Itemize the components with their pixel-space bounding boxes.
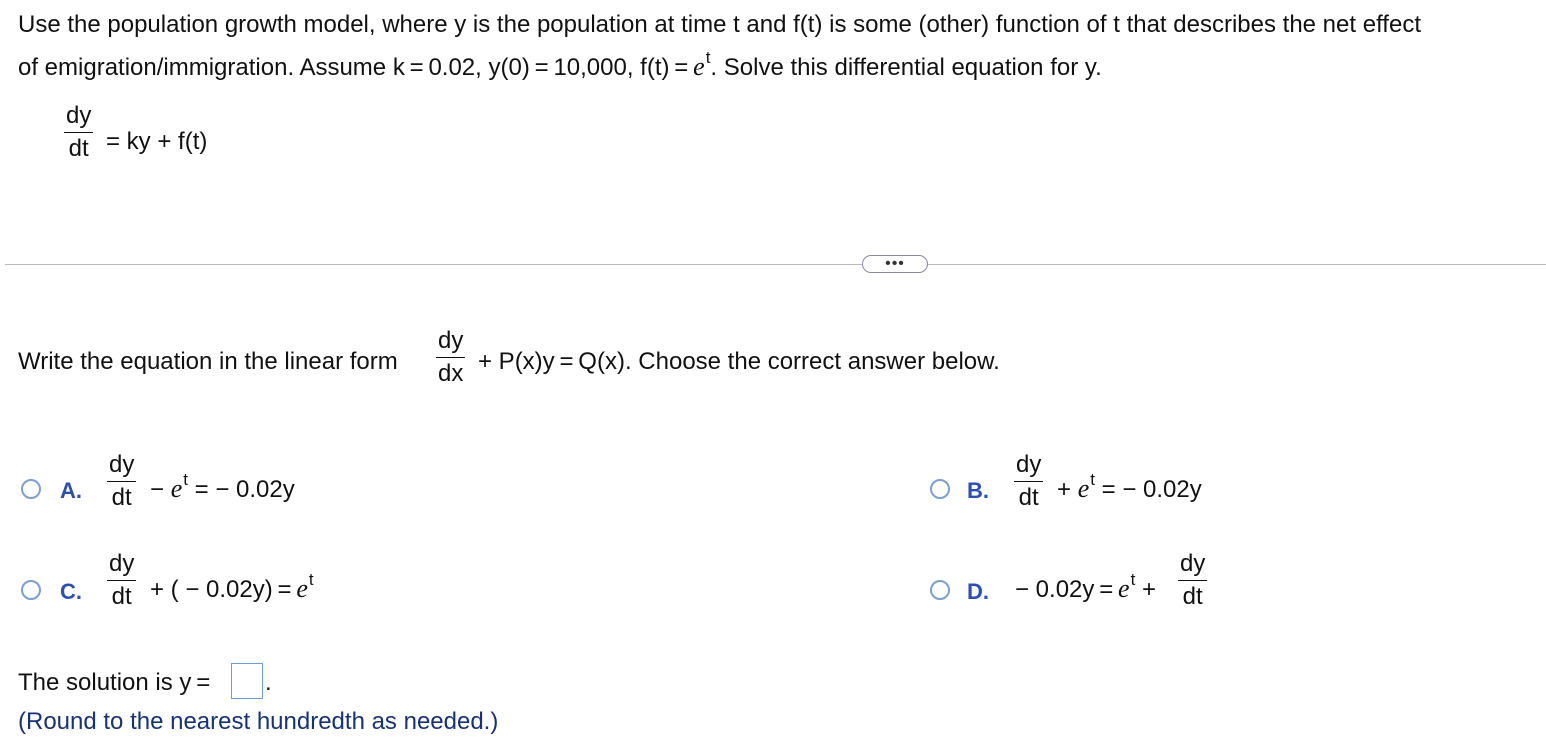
option-b-letter[interactable]: B. — [967, 478, 989, 503]
answer-input[interactable] — [231, 663, 263, 699]
option-b-radio[interactable] — [930, 479, 950, 499]
option-b-expression — [1057, 470, 1202, 503]
show-more-button[interactable] — [862, 255, 928, 273]
option-d-expression — [1015, 570, 1156, 603]
option-b-rhs: = − 0.02y — [1101, 476, 1202, 503]
fraction-denominator: dt — [68, 135, 89, 162]
solution-period: . — [265, 669, 272, 696]
exp-power: t — [1090, 470, 1095, 489]
question-line-2-text: of emigration/immigration. Assume k = 0.02, y(0) = 10,000, f(t) = — [18, 54, 694, 81]
question-line-2 — [18, 48, 1102, 81]
question-line-1: Use the population growth model, where y is the population at time t and f(t) is some (other) function of t that describes the net effect — [18, 11, 1421, 38]
given-equation-fraction — [64, 104, 93, 161]
more-dots-icon: ••• — [885, 255, 905, 272]
option-a-expression — [150, 470, 295, 503]
rounding-hint: (Round to the nearest hundredth as needed.) — [18, 708, 499, 735]
option-b-fraction — [1014, 453, 1043, 510]
question-line-2-end: . Solve this differential equation for y. — [710, 54, 1102, 81]
exp-base: e — [693, 52, 705, 81]
solution-label: The solution is y = — [18, 669, 211, 696]
option-d-plus: + — [1141, 576, 1156, 603]
section-divider — [5, 264, 1546, 265]
exp-base: e — [1077, 474, 1090, 503]
option-d-fraction — [1178, 552, 1207, 609]
prompt-text: Write the equation in the linear form — [18, 348, 398, 375]
fraction-denominator: dt — [111, 484, 132, 511]
option-d-letter[interactable]: D. — [967, 579, 989, 604]
exp-base: e — [296, 574, 308, 603]
prompt-fraction — [436, 329, 465, 386]
option-a-operator: − — [150, 476, 165, 503]
exp-power: t — [183, 470, 188, 489]
fraction-denominator: dt — [111, 583, 132, 610]
exp-base: e — [1118, 574, 1130, 603]
option-a-letter[interactable]: A. — [60, 478, 82, 503]
option-d-lhs: − 0.02y = — [1015, 576, 1119, 603]
option-b-operator: + — [1057, 476, 1072, 503]
option-c-expression — [150, 570, 314, 603]
fraction-numerator: dy — [1016, 451, 1042, 478]
given-equation-rhs: = ky + f(t) — [106, 128, 208, 155]
prompt-text-end: + P(x)y = Q(x). Choose the correct answer below. — [478, 348, 1000, 375]
fraction-denominator: dx — [438, 360, 464, 387]
option-c-lhs: + ( − 0.02y) = — [150, 576, 297, 603]
exp-base: e — [170, 474, 183, 503]
fraction-numerator: dy — [438, 327, 464, 354]
fraction-numerator: dy — [66, 102, 92, 129]
option-a-fraction — [107, 453, 136, 510]
option-a-radio[interactable] — [21, 479, 41, 499]
fraction-numerator: dy — [109, 550, 135, 577]
fraction-denominator: dt — [1182, 583, 1203, 610]
exp-power: t — [705, 48, 711, 67]
option-c-letter[interactable]: C. — [60, 579, 82, 604]
option-d-radio[interactable] — [930, 580, 950, 600]
option-c-radio[interactable] — [21, 580, 41, 600]
fraction-numerator: dy — [109, 451, 135, 478]
exp-power: t — [308, 570, 314, 589]
option-c-fraction — [107, 552, 136, 609]
exp-power: t — [1130, 570, 1136, 589]
fraction-numerator: dy — [1180, 550, 1206, 577]
option-a-rhs: = − 0.02y — [194, 476, 295, 503]
fraction-denominator: dt — [1018, 484, 1039, 511]
